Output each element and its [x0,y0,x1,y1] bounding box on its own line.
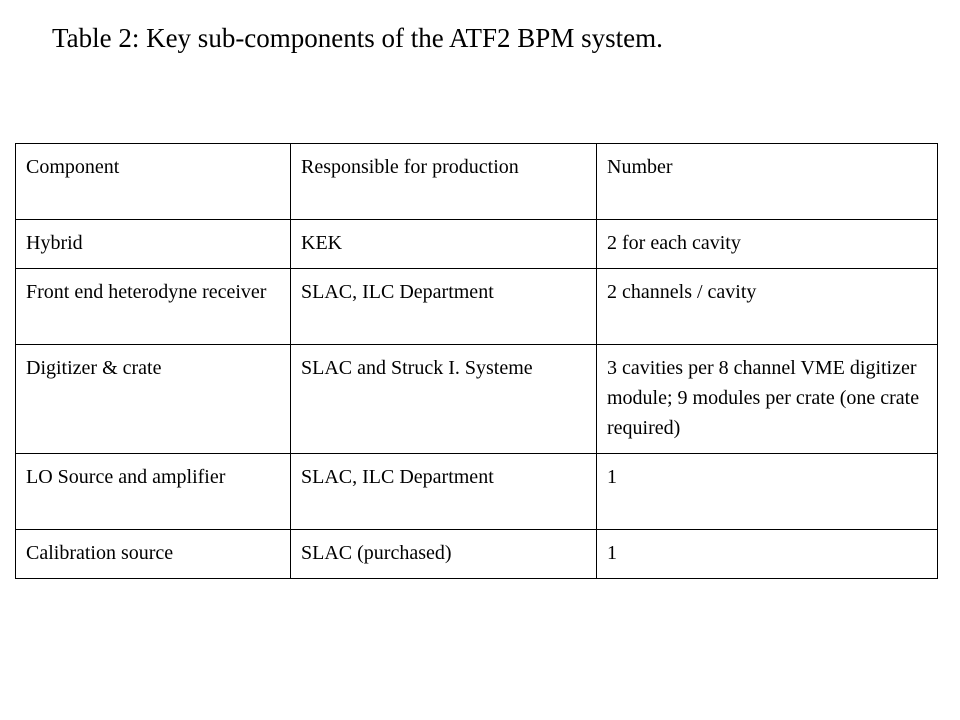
cell-responsible: SLAC (purchased) [291,530,597,579]
cell-number: 3 cavities per 8 channel VME digitizer module; 9 modules per crate (one crate required) [597,345,938,454]
cell-component: Front end heterodyne receiver [16,269,291,345]
cell-component: Hybrid [16,220,291,269]
sub-components-table [15,143,938,579]
cell-component: Calibration source [16,530,291,579]
cell-component: LO Source and amplifier [16,454,291,530]
header-number: Number [597,144,938,220]
cell-number: 1 [597,454,938,530]
cell-responsible: KEK [291,220,597,269]
cell-component: Digitizer & crate [16,345,291,454]
table-row [16,454,938,530]
table-row [16,269,938,345]
cell-responsible: SLAC, ILC Department [291,269,597,345]
table-caption: Table 2: Key sub-components of the ATF2 BPM system. [52,23,663,53]
table-row [16,220,938,269]
cell-responsible: SLAC and Struck I. Systeme [291,345,597,454]
table-row [16,345,938,454]
cell-number: 1 [597,530,938,579]
cell-number: 2 channels / cavity [597,269,938,345]
cell-number: 2 for each cavity [597,220,938,269]
cell-responsible: SLAC, ILC Department [291,454,597,530]
header-responsible: Responsible for production [291,144,597,220]
table-header-row [16,144,938,220]
table-row [16,530,938,579]
header-component: Component [16,144,291,220]
